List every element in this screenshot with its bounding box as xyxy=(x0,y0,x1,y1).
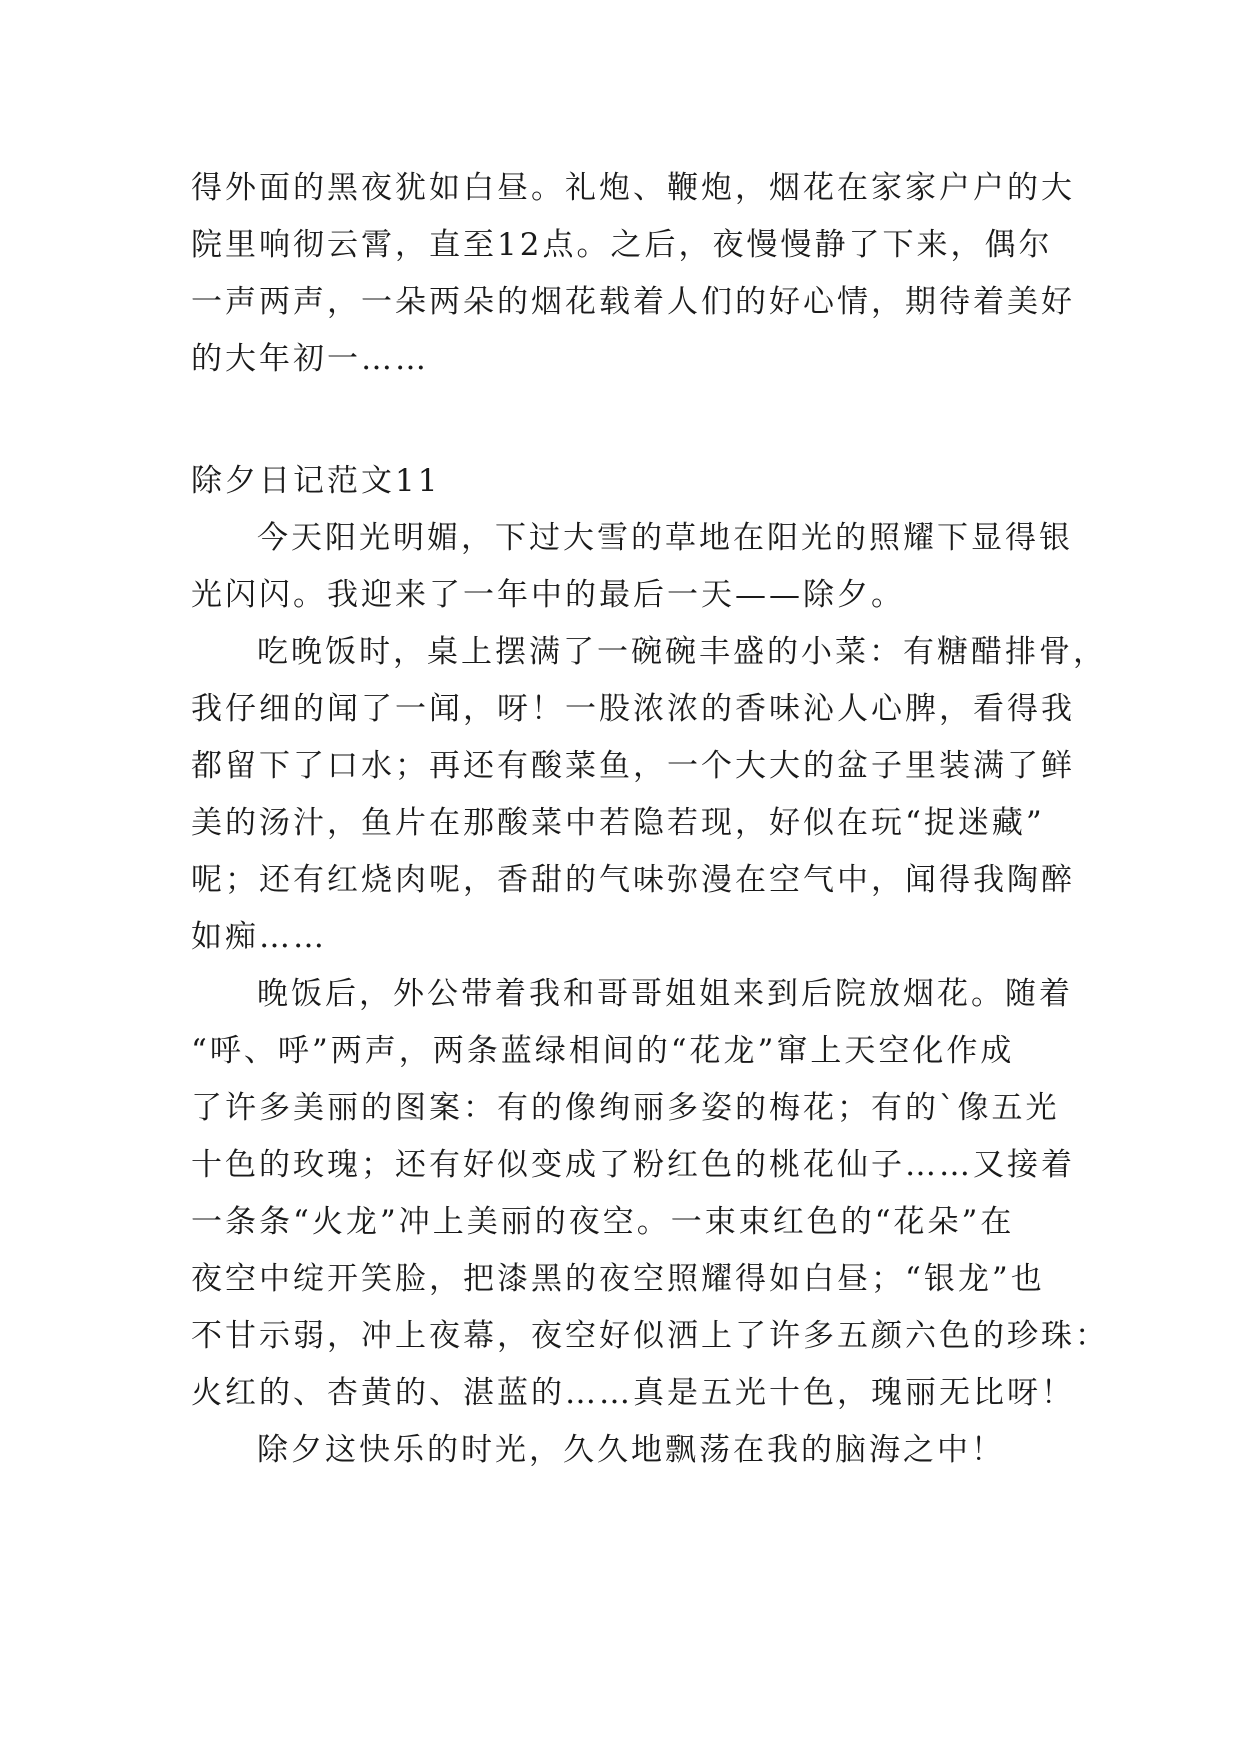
section-title: 除夕日记范文11 xyxy=(191,463,441,499)
paragraph-closing xyxy=(191,1422,1051,1479)
paragraph-line: 如痴…… xyxy=(191,919,327,955)
paragraph-line: 美的汤汁，鱼片在那酸菜中若隐若现，好似在玩“捉迷藏” xyxy=(191,805,1045,841)
paragraph-line: 火红的、杏黄的、湛蓝的……真是五光十色，瑰丽无比呀！ xyxy=(191,1375,1075,1411)
paragraph-line: 今天阳光明媚，下过大雪的草地在阳光的照耀下显得银 xyxy=(257,520,1073,556)
paragraph-line: 都留下了口水；再还有酸菜鱼，一个大大的盆子里装满了鲜 xyxy=(191,748,1075,784)
paragraph-line: 除夕这快乐的时光，久久地飘荡在我的脑海之中！ xyxy=(257,1432,1005,1468)
paragraph-line: 不甘示弱，冲上夜幕，夜空好似洒上了许多五颜六色的珍珠： xyxy=(191,1318,1109,1354)
paragraph-line: 一声两声，一朵两朵的烟花载着人们的好心情，期待着美好 xyxy=(191,284,1075,320)
paragraph-line: 了许多美丽的图案：有的像绚丽多姿的梅花；有的`像五光 xyxy=(191,1090,1060,1126)
paragraph-line: 院里响彻云霄，直至12点。之后，夜慢慢静了下来，偶尔 xyxy=(191,227,1053,263)
intro-paragraph xyxy=(191,160,1075,388)
paragraph-line: 呢；还有红烧肉呢，香甜的气味弥漫在空气中，闻得我陶醉 xyxy=(191,862,1075,898)
paragraph-line: 我仔细的闻了一闻，呀！一股浓浓的香味沁人心脾，看得我 xyxy=(191,691,1075,727)
paragraph-line: 一条条“火龙”冲上美丽的夜空。一束束红色的“花朵”在 xyxy=(191,1204,1015,1240)
paragraph-dinner xyxy=(191,624,1107,966)
paragraph-sunny-day xyxy=(191,510,1073,624)
article-body xyxy=(191,510,1109,1479)
paragraph-line: 的大年初一…… xyxy=(191,341,429,377)
paragraph-line: 吃晚饭时，桌上摆满了一碗碗丰盛的小菜：有糖醋排骨， xyxy=(257,634,1107,670)
paragraph-line: 十色的玫瑰；还有好似变成了粉红色的桃花仙子……又接着 xyxy=(191,1147,1075,1183)
paragraph-line: 光闪闪。我迎来了一年中的最后一天——除夕。 xyxy=(191,577,905,613)
paragraph-fireworks xyxy=(191,966,1109,1422)
paragraph-line: 夜空中绽开笑脸，把漆黑的夜空照耀得如白昼；“银龙”也 xyxy=(191,1261,1045,1297)
paragraph-line: 得外面的黑夜犹如白昼。礼炮、鞭炮，烟花在家家户户的大 xyxy=(191,170,1075,206)
paragraph-line: 晚饭后，外公带着我和哥哥姐姐来到后院放烟花。随着 xyxy=(257,976,1073,1012)
paragraph-line: “呼、呼”两声，两条蓝绿相间的“花龙”窜上天空化作成 xyxy=(191,1033,1015,1069)
